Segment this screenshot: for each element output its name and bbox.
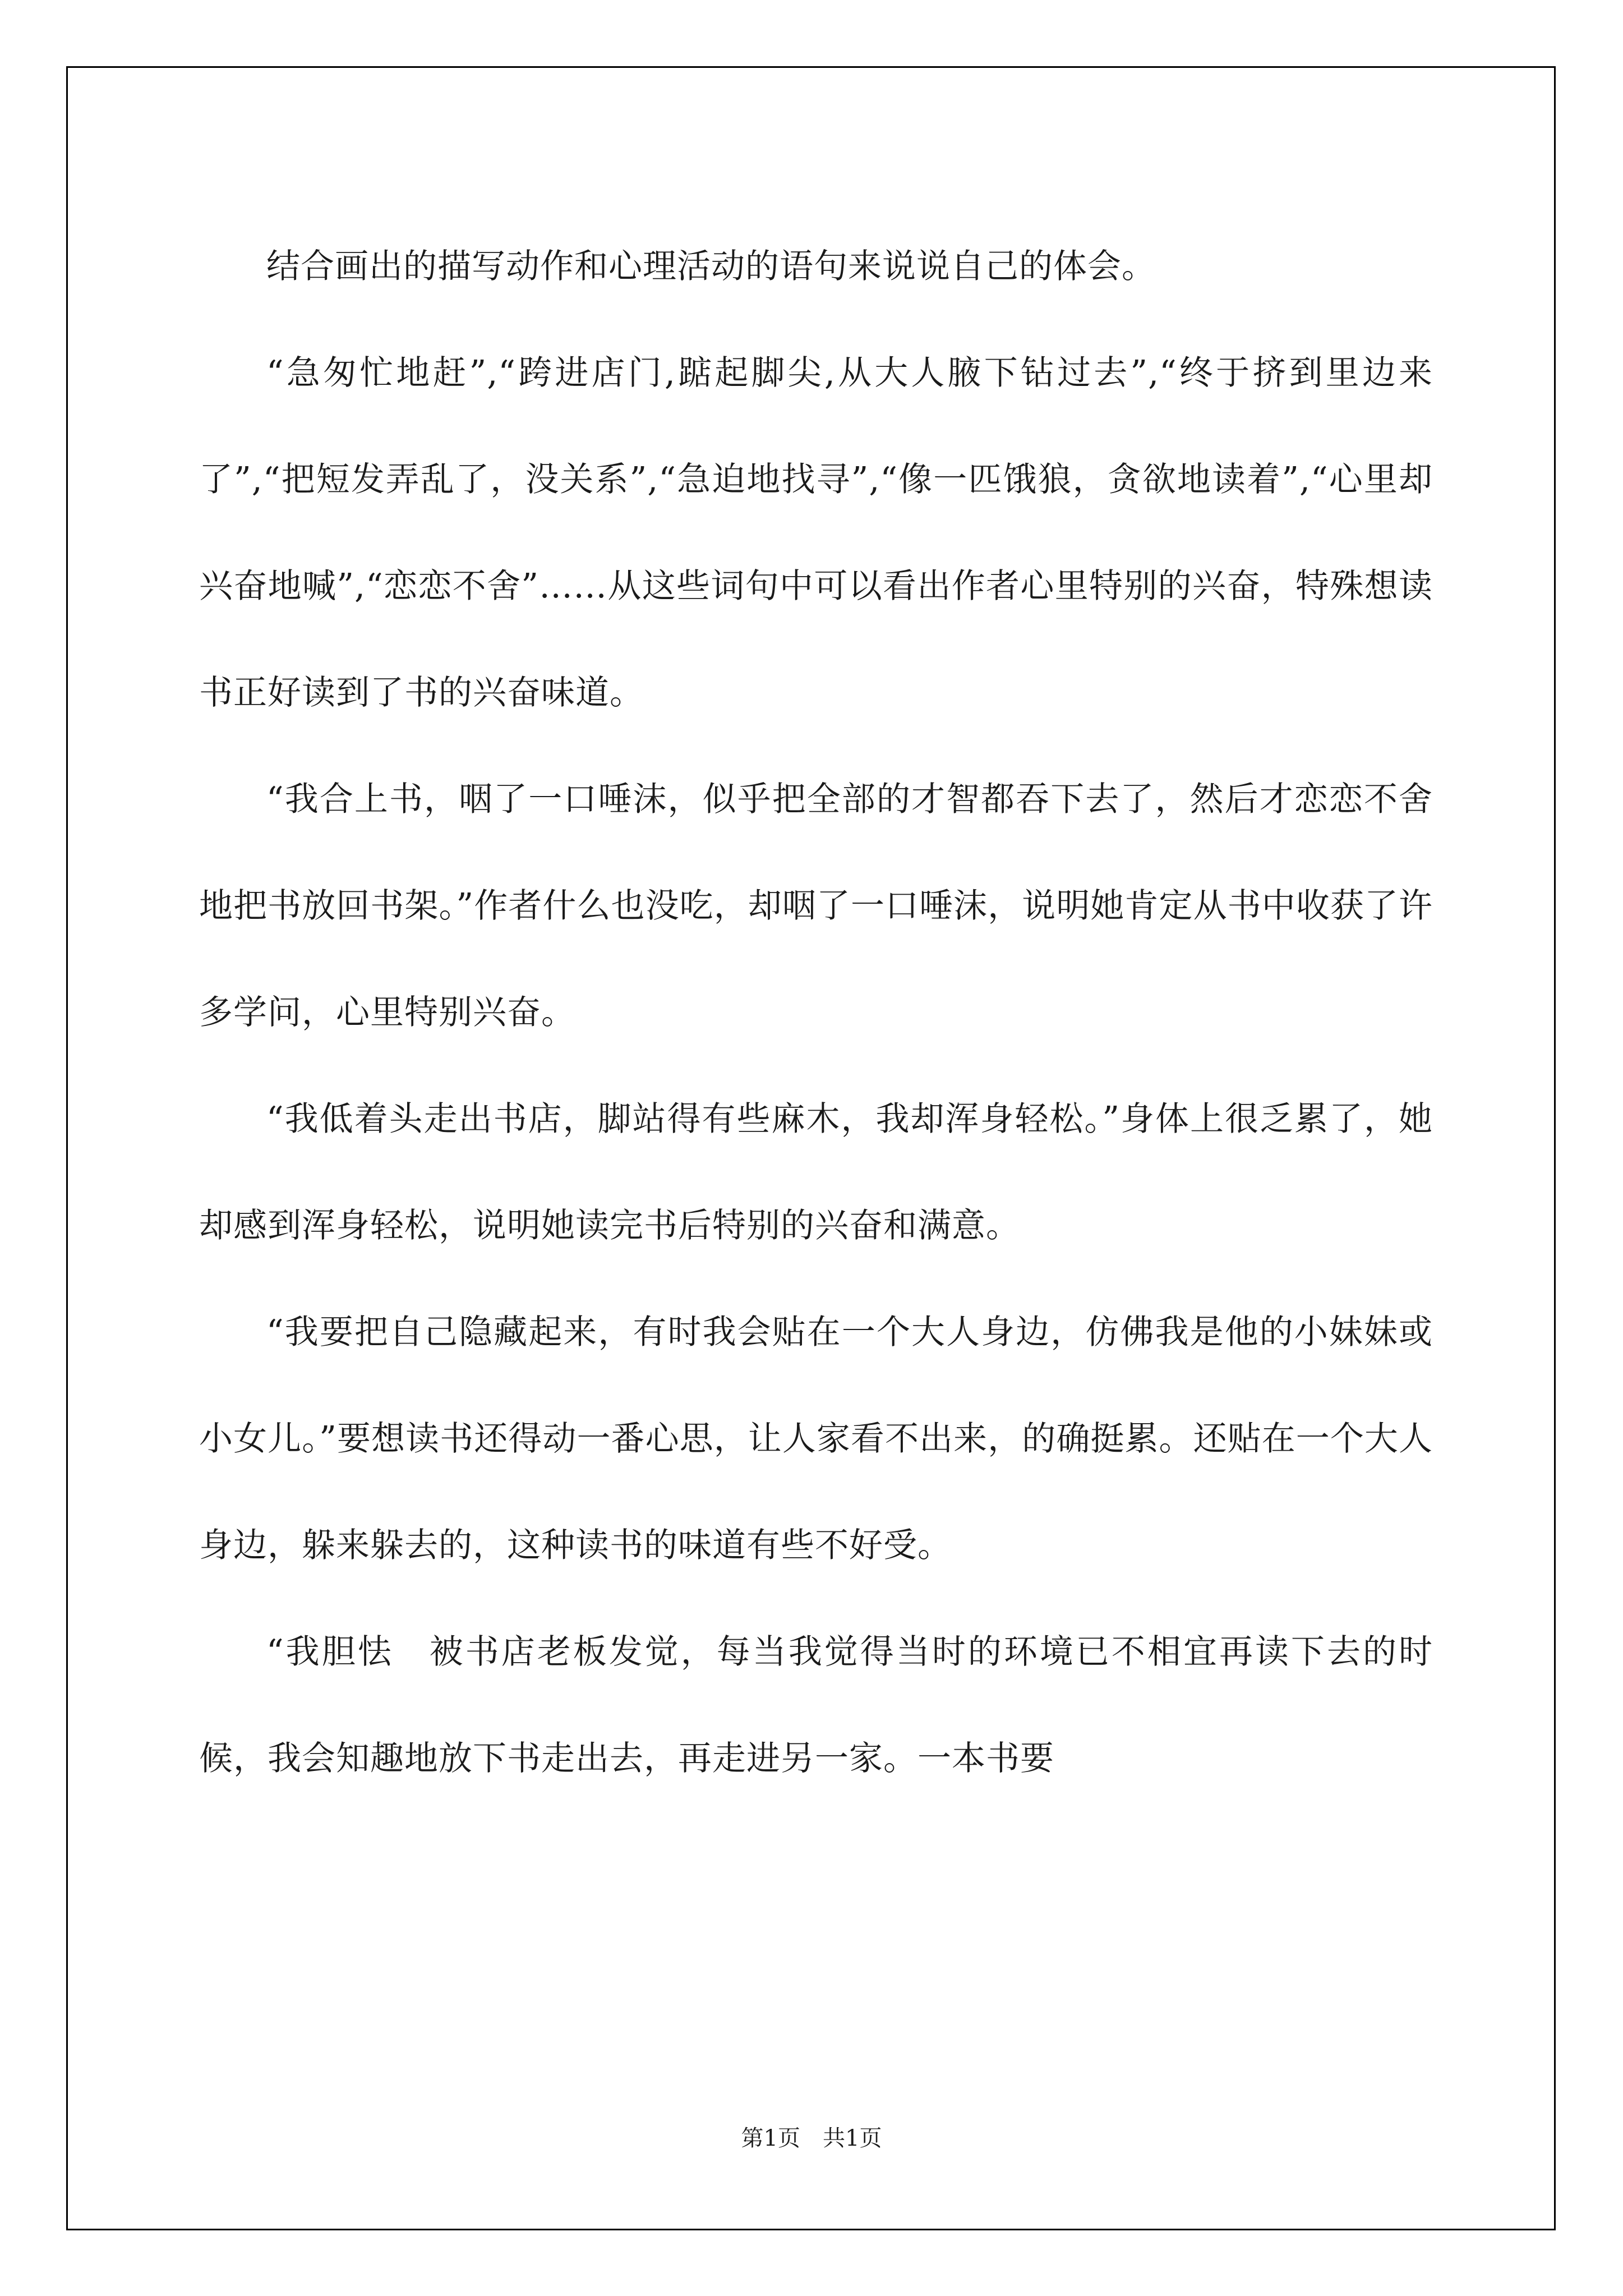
paragraph: 结合画出的描写动作和心理活动的语句来说说自己的体会。 [266,247,1156,286]
page-footer: 第1页 共1页 [741,2125,882,2151]
paragraph: “我胆怯 被书店老板发觉，每当我觉得当时的环境已不相宜再读下去的时候，我会知趣地放下书走出去，再走进另一家。一本书要 [199,1632,1433,1778]
document-body [199,213,1433,1812]
paragraph: “急匆忙地赶”,“跨进店门,踮起脚尖,从大人腋下钻过去”,“终于挤到里边来了”,“把短发弄乱了，没关系”,“急迫地找寻”,“像一匹饿狼，贪欲地读着”,“心里却兴奋地喊”,“恋恋不舍”……从这些词句中可以看出作者心里特别的兴奋，特殊想读书正好读到了书的兴奋味道。 [199,353,1433,712]
paragraph: “我低着头走出书店，脚站得有些麻木，我却浑身轻松。”身体上很乏累了，她却感到浑身轻松，说明她读完书后特别的兴奋和满意。 [199,1099,1433,1245]
paragraph: “我要把自己隐藏起来，有时我会贴在一个大人身边，仿佛我是他的小妹妹或小女儿。”要想读书还得动一番心思，让人家看不出来，的确挺累。还贴在一个大人身边，躲来躲去的，这种读书的味道有些不好受。 [199,1313,1433,1565]
paragraph: “我合上书，咽了一口唾沫，似乎把全部的才智都吞下去了，然后才恋恋不舍地把书放回书架。”作者什么也没吃，却咽了一口唾沫，说明她肯定从书中收获了许多学问，心里特别兴奋。 [199,780,1433,1032]
